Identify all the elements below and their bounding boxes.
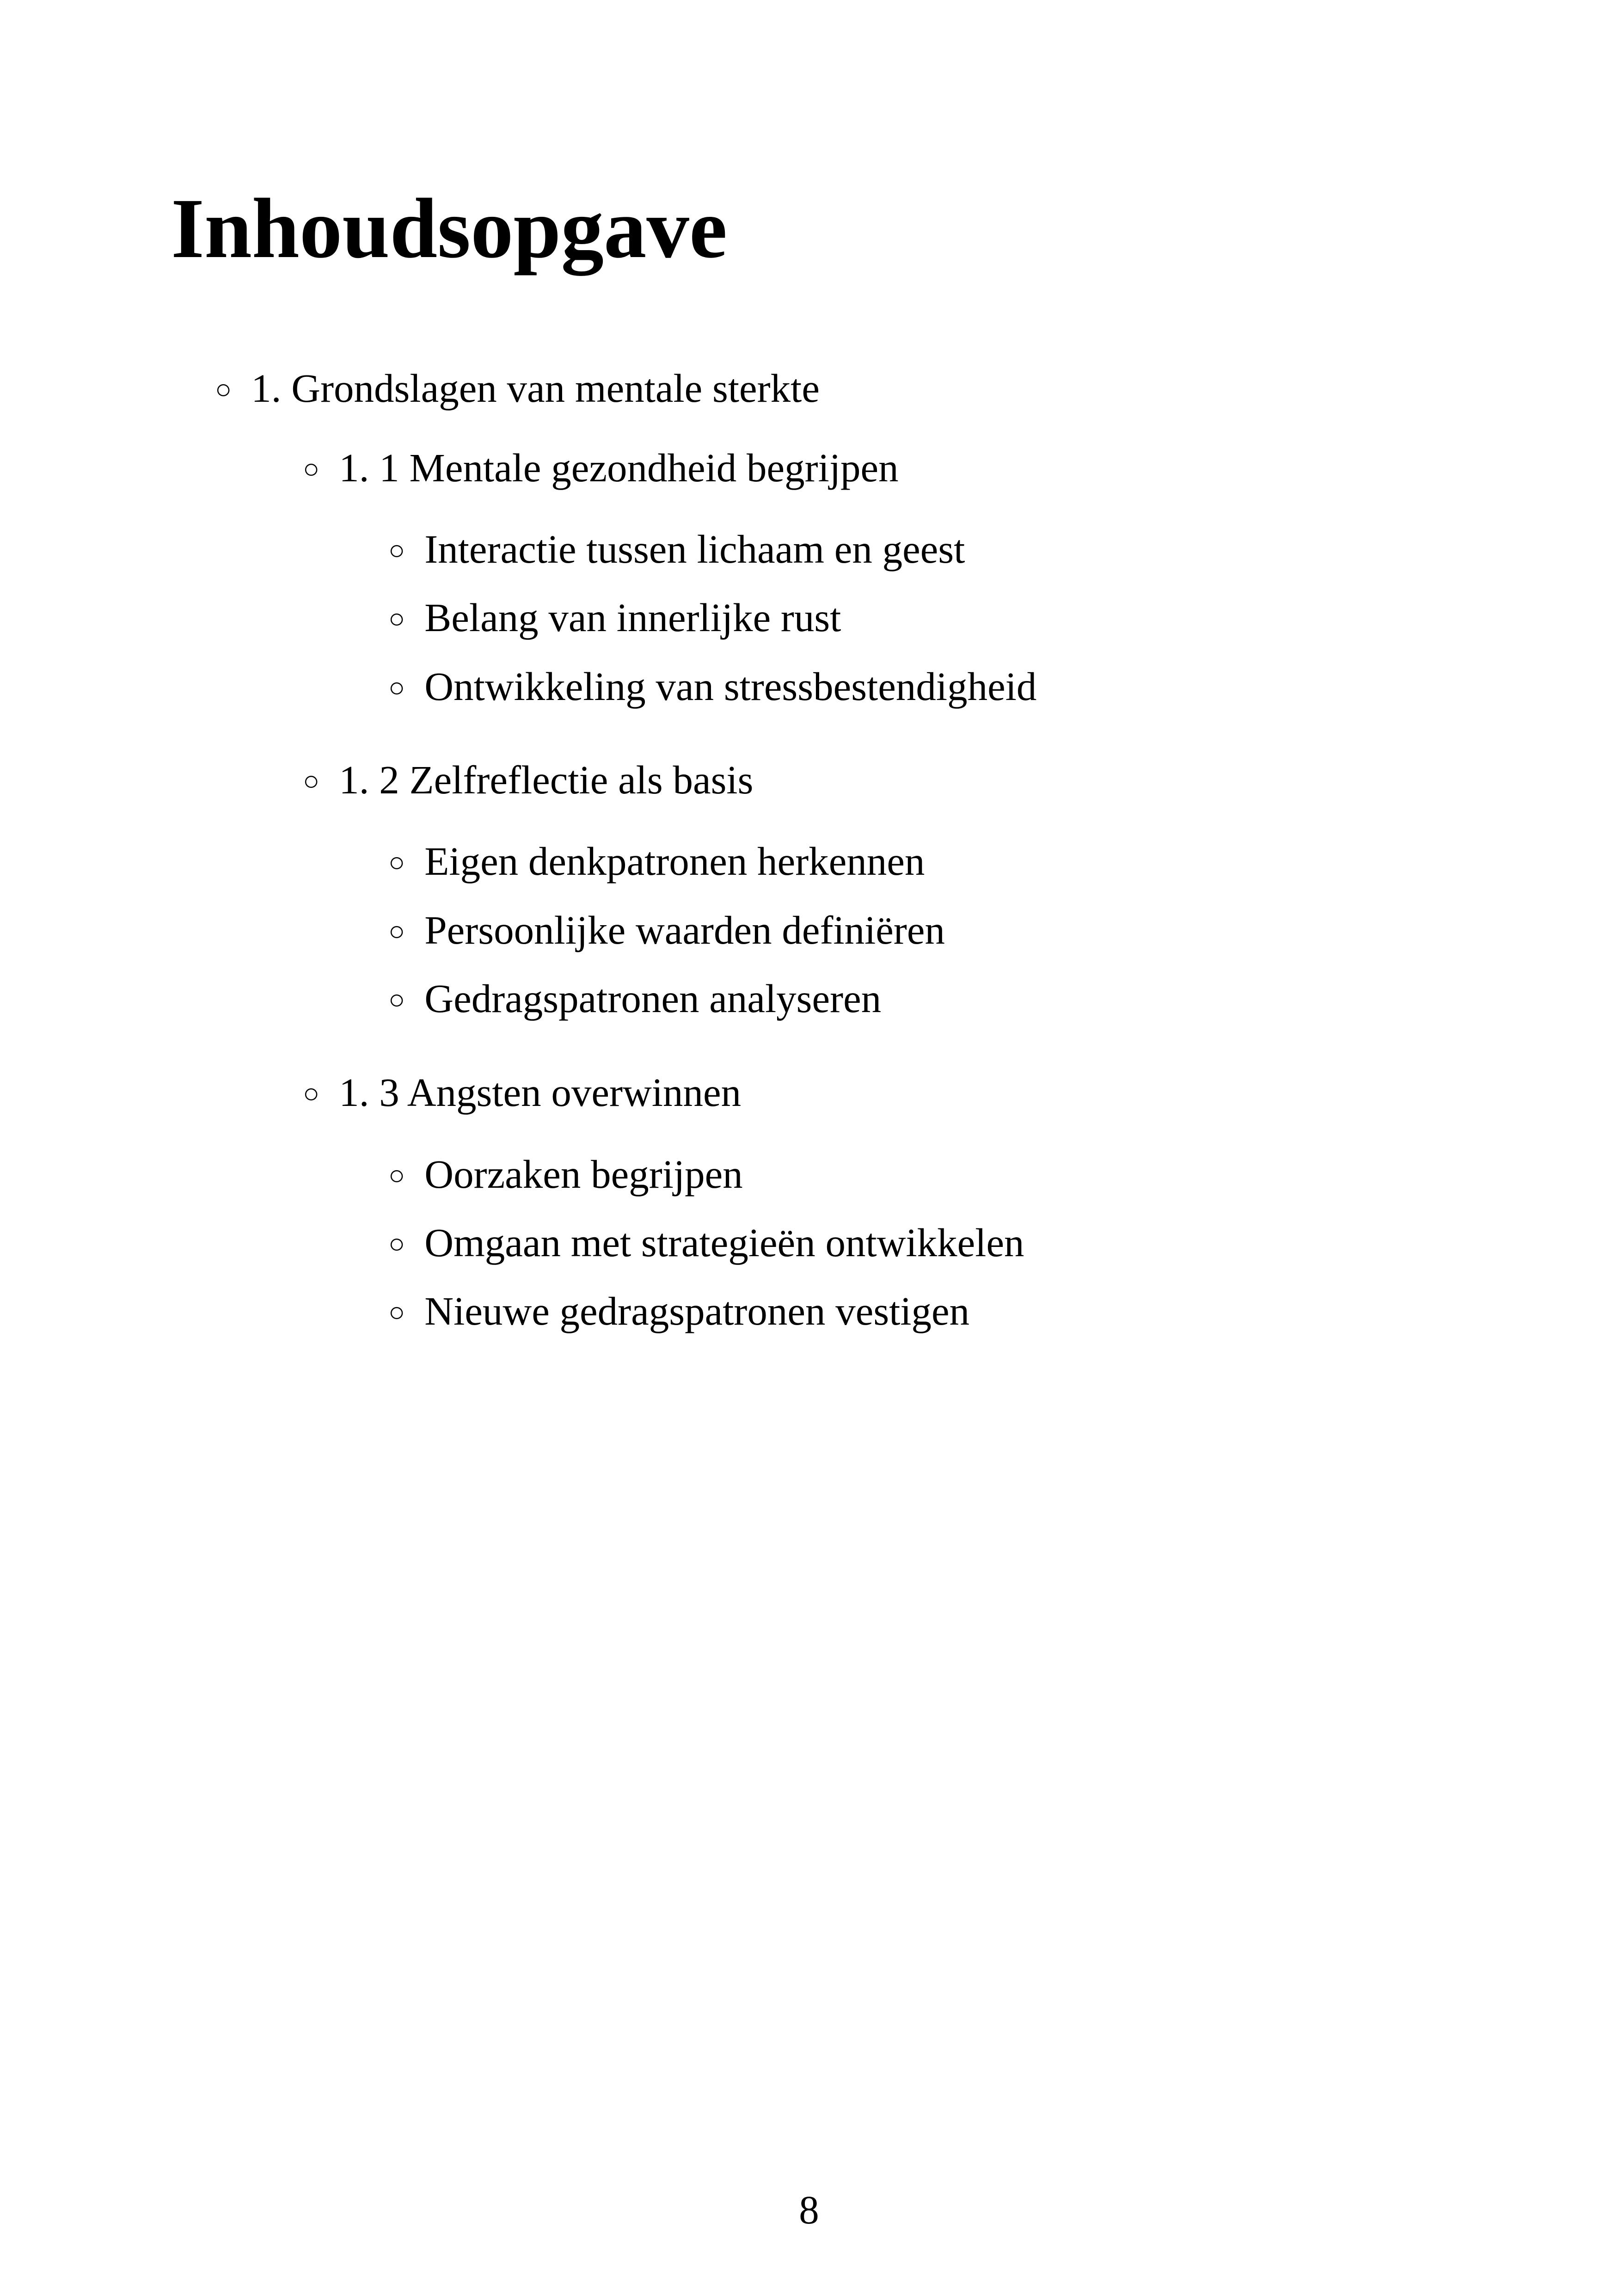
toc-item-label: Ontwikkeling van stressbestendigheid: [424, 664, 1037, 709]
hollow-circle-icon: ○: [388, 1296, 405, 1327]
hollow-circle-icon: ○: [388, 847, 405, 878]
toc-section-label: 1. 1 Mentale gezondheid begrijpen: [339, 445, 899, 490]
toc-item[interactable]: [388, 836, 925, 888]
toc-chapter-label: 1. Grondslagen van mentale sterkte: [251, 366, 820, 411]
toc-item-label: Omgaan met strategieën ontwikkelen: [424, 1220, 1024, 1265]
toc-item-label: Oorzaken begrijpen: [424, 1152, 743, 1197]
toc-item-label: Gedragspatronen analyseren: [424, 976, 882, 1021]
hollow-circle-icon: ○: [388, 1160, 405, 1191]
page-number: 8: [799, 2187, 819, 2232]
toc-section-1-3[interactable]: [303, 1067, 741, 1119]
toc-item[interactable]: [388, 905, 945, 957]
hollow-circle-icon: ○: [303, 765, 320, 796]
toc-item[interactable]: [388, 524, 965, 576]
hollow-circle-icon: ○: [388, 984, 405, 1015]
toc-item-label: Eigen denkpatronen herkennen: [424, 839, 925, 884]
toc-item[interactable]: [388, 1217, 1024, 1269]
hollow-circle-icon: ○: [388, 672, 405, 703]
hollow-circle-icon: ○: [388, 534, 405, 565]
toc-section-1-1[interactable]: [303, 442, 899, 494]
toc-chapter-1[interactable]: [215, 363, 820, 415]
hollow-circle-icon: ○: [215, 374, 232, 405]
hollow-circle-icon: ○: [388, 915, 405, 946]
toc-item-label: Nieuwe gedragspatronen vestigen: [424, 1289, 970, 1333]
hollow-circle-icon: ○: [388, 603, 405, 634]
hollow-circle-icon: ○: [303, 1078, 320, 1109]
toc-item[interactable]: [388, 973, 881, 1025]
toc-item-label: Interactie tussen lichaam en geest: [424, 527, 965, 571]
toc-item[interactable]: [388, 1286, 969, 1338]
toc-item[interactable]: [388, 1149, 743, 1201]
toc-item-label: Persoonlijke waarden definiëren: [424, 908, 945, 952]
page-title: Inhoudsopgave: [171, 181, 728, 276]
toc-section-label: 1. 3 Angsten overwinnen: [339, 1070, 742, 1115]
toc-item-label: Belang van innerlijke rust: [424, 595, 841, 640]
hollow-circle-icon: ○: [388, 1228, 405, 1259]
toc-section-1-2[interactable]: [303, 755, 753, 806]
hollow-circle-icon: ○: [303, 453, 320, 484]
toc-item[interactable]: [388, 661, 1036, 713]
toc-item[interactable]: [388, 592, 841, 644]
toc-section-label: 1. 2 Zelfreflectie als basis: [339, 757, 754, 802]
